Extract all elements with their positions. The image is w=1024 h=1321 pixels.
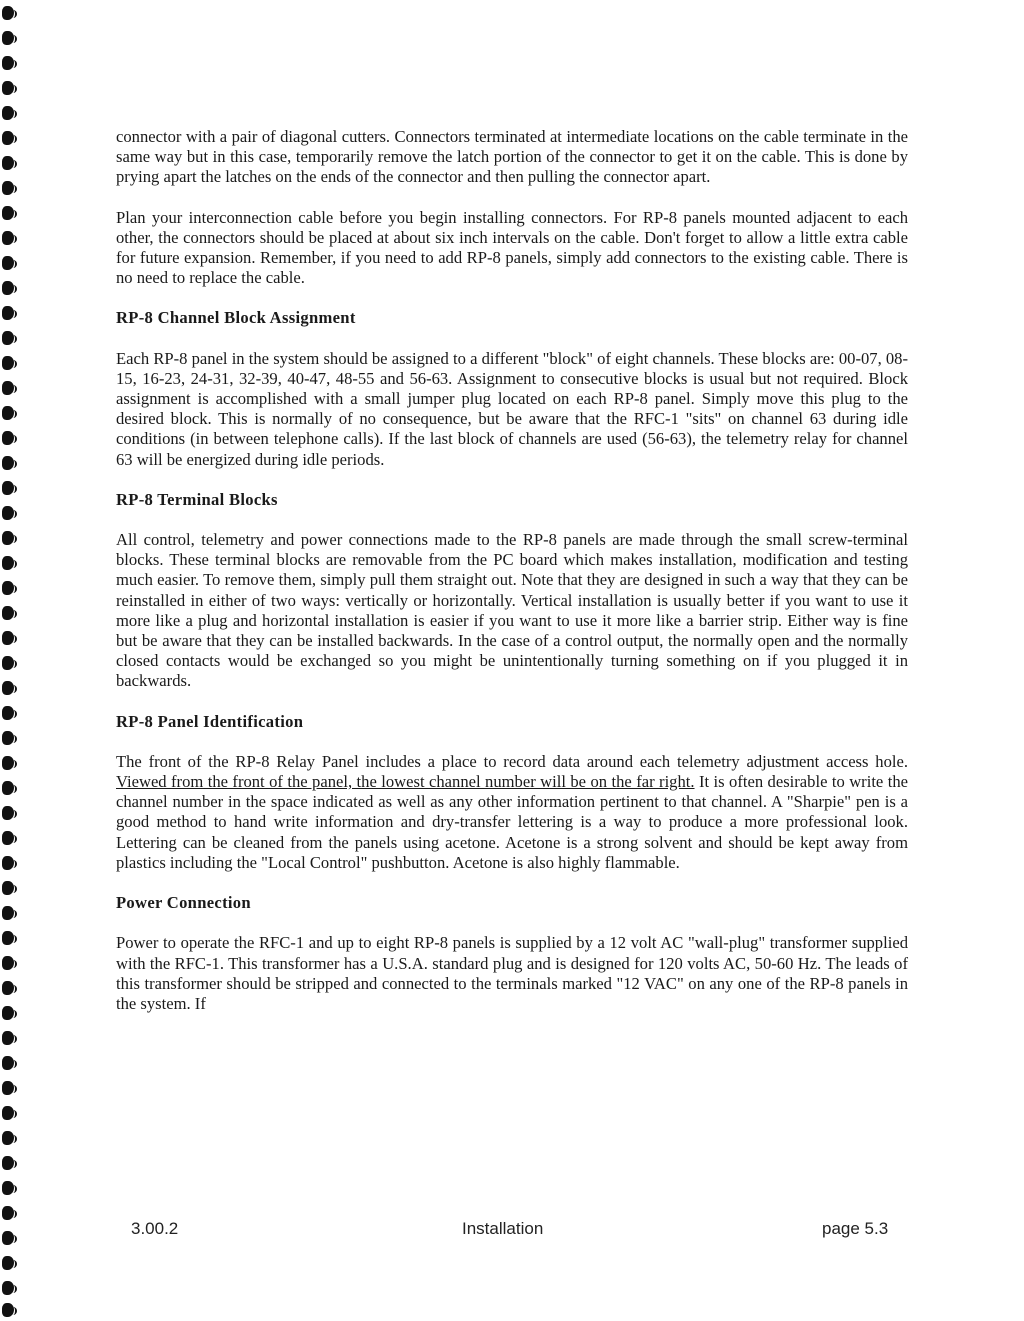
binding-hole: [2, 531, 14, 545]
binding-hole: [2, 106, 14, 120]
binding-hole: [2, 506, 14, 520]
binding-hole: [2, 831, 14, 845]
binding-hole: [2, 731, 14, 745]
binding-hole: [2, 556, 14, 570]
binding-hole: [2, 881, 14, 895]
binding-hole: [2, 1281, 14, 1295]
binding-hole: [2, 581, 14, 595]
binding-hole: [2, 1006, 14, 1020]
binding-hole: [2, 631, 14, 645]
binding-hole: [2, 131, 14, 145]
binding-hole: [2, 981, 14, 995]
binding-hole: [2, 906, 14, 920]
binding-hole: [2, 656, 14, 670]
binding-hole: [2, 931, 14, 945]
binding-hole: [2, 856, 14, 870]
footer-page-number: page 5.3: [822, 1219, 889, 1238]
binding-hole: [2, 781, 14, 795]
binding-hole: [2, 206, 14, 220]
binding-hole: [2, 306, 14, 320]
binding-hole: [2, 331, 14, 345]
binding-hole: [2, 281, 14, 295]
binding-hole: [2, 231, 14, 245]
binding-hole: [2, 56, 14, 70]
binding-hole: [2, 1056, 14, 1070]
panel-id-text-after: It is often desirable to write the channel number in the space indicated as well as any other information pertinent to that channel. A "Sharpie" pen is a good method to hand write information and dry-transfer lettering is a way to produce a more professional look. Lettering can be cleaned from the panels using acetone. Acetone is a strong solvent and should be kept away from plastics including the "Local Control" pushbutton. Acetone is also highly flammable.: [116, 772, 908, 872]
paragraph-channel-block-assignment: Each RP-8 panel in the system should be assigned to a different "block" of eight channels. These blocks are: 00-07, 08-15, 16-23, 24-31, 32-39, 40-47, 48-55 and 56-63. Assignment to consecutive blocks is usual but not required. Block assignment is accomplished with a small jumper plug located on each RP-8 panel. Simply move this plug to the desired block. This is normally of no consequence, but be aware that the RFC-1 "sits" on channel 63 during idle conditions (in between telephone calls). If the last block of channels are used (56-63), the telemetry relay for channel 63 will be energized during idle periods.: [116, 348, 908, 469]
binding-hole: [2, 606, 14, 620]
heading-panel-identification: RP-8 Panel Identification: [116, 711, 304, 731]
heading-power-connection: Power Connection: [116, 893, 251, 913]
binding-hole: [2, 681, 14, 695]
page-body: [116, 127, 908, 1034]
paragraph-plan-cable: Plan your interconnection cable before you begin installing connectors. For RP-8 panels mounted adjacent to each other, the connectors should be placed at about six inch intervals on the cable. Don't forget to allow a little extra cable for future expansion. Remember, if you need to add RP-8 panels, simply add connectors to the existing cable. There is no need to replace the cable.: [116, 207, 908, 288]
paragraph-power-connection: Power to operate the RFC-1 and up to eight RP-8 panels is supplied by a 12 volt AC "wall-plug" transformer supplied with the RFC-1. This transformer has a U.S.A. standard plug and is designed for 120 volts AC, 50-60 Hz. The leads of this transformer should be stripped and connected to the terminals marked "12 VAC" on any one of the RP-8 panels in the system. If: [116, 933, 908, 1013]
binding-hole: [2, 1206, 14, 1220]
binding-hole: [2, 806, 14, 820]
binding-hole: [2, 356, 14, 370]
footer-version: 3.00.2: [131, 1219, 179, 1238]
binding-hole: [2, 431, 14, 445]
binding-hole: [2, 181, 14, 195]
binding-hole: [2, 6, 14, 20]
binding-hole: [2, 1156, 14, 1170]
binding-hole: [2, 1131, 14, 1145]
binding-hole: [2, 456, 14, 470]
page-footer: [0, 1219, 1024, 1243]
paragraph-terminal-blocks: All control, telemetry and power connections made to the RP-8 panels are made through the small screw-terminal blocks. These terminal blocks are removable from the PC board which makes installation, modification and testing much easier. To remove them, simply pull them straight out. Note that they are designed in such a way that they can be reinstalled in either of two ways: vertically or horizontally. Vertical installation is usually better if you want to use it more like a plug and horizontal installation is easier if you want to use it more like a barrier strip. Either way is fine but be aware that they can be installed backwards. In the case of a control output, the normally open and the normally closed contacts would be exchanged so you might be unintentionally turning something on if you plugged it in backwards.: [116, 530, 908, 691]
binding-hole: [2, 756, 14, 770]
paragraph-connector-termination: connector with a pair of diagonal cutters. Connectors terminated at intermediate locations on the cable terminate in the same way but in this case, temporarily remove the latch portion of the connector to get it on the cable. This is done by prying apart the latches on the ends of the connector and then pulling the connector apart.: [116, 127, 908, 187]
binding-hole: [2, 1106, 14, 1120]
binding-hole: [2, 156, 14, 170]
binding-hole: [2, 1081, 14, 1095]
binding-hole: [2, 381, 14, 395]
binding-hole: [2, 1256, 14, 1270]
heading-terminal-blocks: RP-8 Terminal Blocks: [116, 489, 278, 509]
footer-section-title: Installation: [462, 1219, 544, 1238]
binding-hole: [2, 481, 14, 495]
heading-channel-block-assignment: RP-8 Channel Block Assignment: [116, 308, 356, 328]
binding-hole: [2, 81, 14, 95]
panel-id-text-before: The front of the RP-8 Relay Panel includes a place to record data around each telemetry adjustment access hole.: [116, 751, 908, 771]
binding-hole: [2, 1031, 14, 1045]
binding-hole: [2, 956, 14, 970]
binding-hole: [2, 256, 14, 270]
binding-hole: [2, 1303, 14, 1317]
binding-hole: [2, 1181, 14, 1195]
panel-id-underlined-note: Viewed from the front of the panel, the lowest channel number will be on the far right.: [116, 772, 695, 792]
binding-holes: [0, 0, 34, 1321]
binding-hole: [2, 406, 14, 420]
binding-hole: [2, 31, 14, 45]
binding-hole: [2, 706, 14, 720]
paragraph-panel-identification: [116, 752, 908, 873]
